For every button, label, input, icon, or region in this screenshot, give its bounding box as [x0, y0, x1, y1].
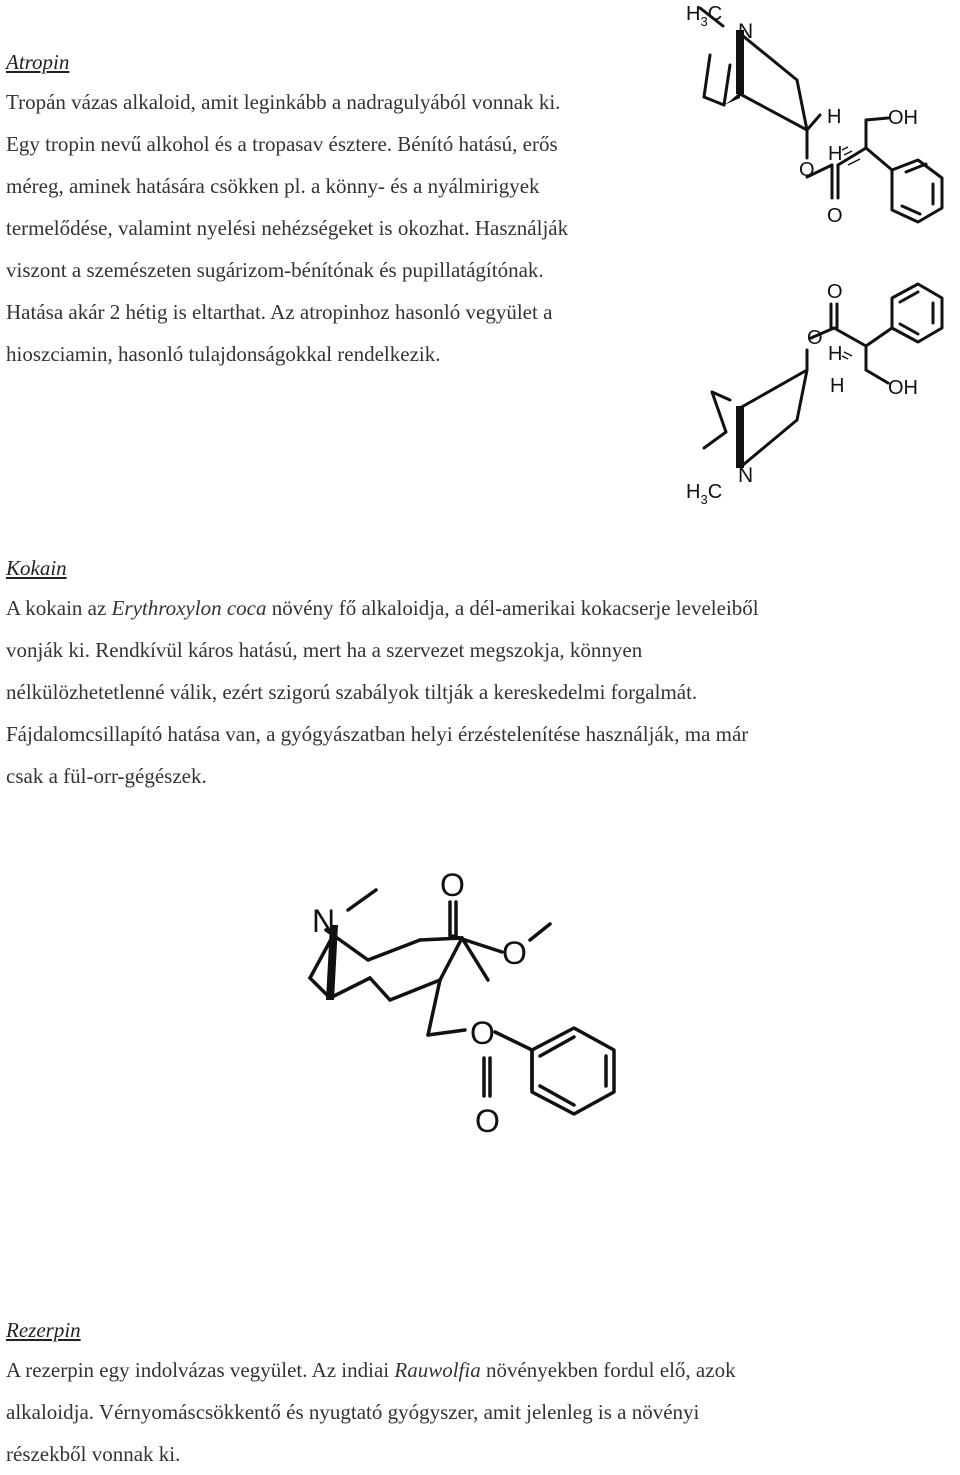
- atropin-paragraph: [6, 81, 696, 375]
- atropin-line-4: termelődése, valamint nyelési nehézségeket is okozhat. Használják: [6, 216, 569, 240]
- atropine-top-h-label-1: H: [827, 106, 842, 128]
- cocaine-o-label-2: O: [502, 935, 527, 971]
- atropine-top-o-label: O: [799, 159, 815, 181]
- atropine-top-oh-label: OH: [888, 107, 918, 129]
- atropine-bottom-o-label-2: O: [827, 281, 843, 303]
- atropine-bottom-oh-label: OH: [888, 377, 918, 399]
- atropine-structure-bottom: [680, 270, 950, 510]
- atropin-line-3: méreg, aminek hatására csökken pl. a könny- és a nyálmirigyek: [6, 174, 540, 198]
- atropine-structure-top: [680, 0, 950, 250]
- kokain-line-1: A kokain az Erythroxylon coca növény fő alkaloidja, a dél-amerikai kokacserje leveleiből: [6, 596, 759, 620]
- atropine-top-h-label-2: H: [828, 143, 843, 165]
- atropine-top-h3c-label: $H_3C$: [686, 3, 723, 29]
- atropine-top-n-label: N: [738, 20, 754, 43]
- kokain-line-4: Fájdalomcsillapító hatása van, a gyógyászatban helyi érzéstelenítése használják, ma már: [6, 722, 749, 746]
- rezerpin-paragraph: [6, 1349, 946, 1475]
- genus-name: Rauwolfia: [394, 1358, 481, 1382]
- cocaine-n-label: N: [312, 903, 336, 939]
- cocaine-o-label-3: O: [470, 1015, 495, 1051]
- atropin-line-2: Egy tropin nevű alkohol és a tropasav észtere. Bénító hatású, erős: [6, 132, 558, 156]
- atropine-bottom-n-label: N: [738, 464, 754, 487]
- rezerpin-line-3: részekből vonnak ki.: [6, 1442, 181, 1466]
- kokain-line-2: vonják ki. Rendkívül káros hatású, mert ha a szervezet megszokja, könnyen: [6, 638, 643, 662]
- cocaine-o-label-1: O: [440, 867, 465, 903]
- atropine-bottom-h-label-2: H: [830, 375, 845, 397]
- atropin-line-5: viszont a szemészeten sugárizom-bénítónak és pupillatágítónak.: [6, 258, 544, 282]
- atropin-line-6: Hatása akár 2 hétig is eltarthat. Az atropinhoz hasonló vegyület a: [6, 300, 553, 324]
- rezerpin-line-2: alkaloidja. Vérnyomáscsökkentő és nyugtató gyógyszer, amit jelenleg is a növényi: [6, 1400, 700, 1424]
- atropine-bottom-h-label-1: H: [828, 343, 843, 365]
- cocaine-structure: [270, 860, 690, 1150]
- atropin-line-7: hioszciamin, hasonló tulajdonságokkal rendelkezik.: [6, 342, 441, 366]
- kokain-line-3: nélkülözhetetlenné válik, ezért szigorú szabályok tiltják a kereskedelmi forgalmát.: [6, 680, 698, 704]
- rezerpin-heading: Rezerpin: [6, 1318, 81, 1342]
- rezerpin-line-1: A rezerpin egy indolvázas vegyület. Az indiai Rauwolfia növényekben fordul elő, azok: [6, 1358, 736, 1382]
- atropine-top-o-label-2: O: [827, 205, 843, 227]
- atropin-line-1: Tropán vázas alkaloid, amit leginkább a nadragulyából vonnak ki.: [6, 90, 561, 114]
- atropine-bottom-h3c-label: $H_3C$: [686, 481, 723, 507]
- atropine-bottom-o-label: O: [807, 327, 823, 349]
- kokain-heading: Kokain: [6, 556, 67, 580]
- kokain-paragraph: [6, 587, 946, 797]
- species-name: Erythroxylon coca: [111, 596, 267, 620]
- cocaine-o-label-4: O: [475, 1103, 500, 1139]
- kokain-line-5: csak a fül-orr-gégészek.: [6, 764, 207, 788]
- atropin-heading: Atropin: [6, 50, 70, 74]
